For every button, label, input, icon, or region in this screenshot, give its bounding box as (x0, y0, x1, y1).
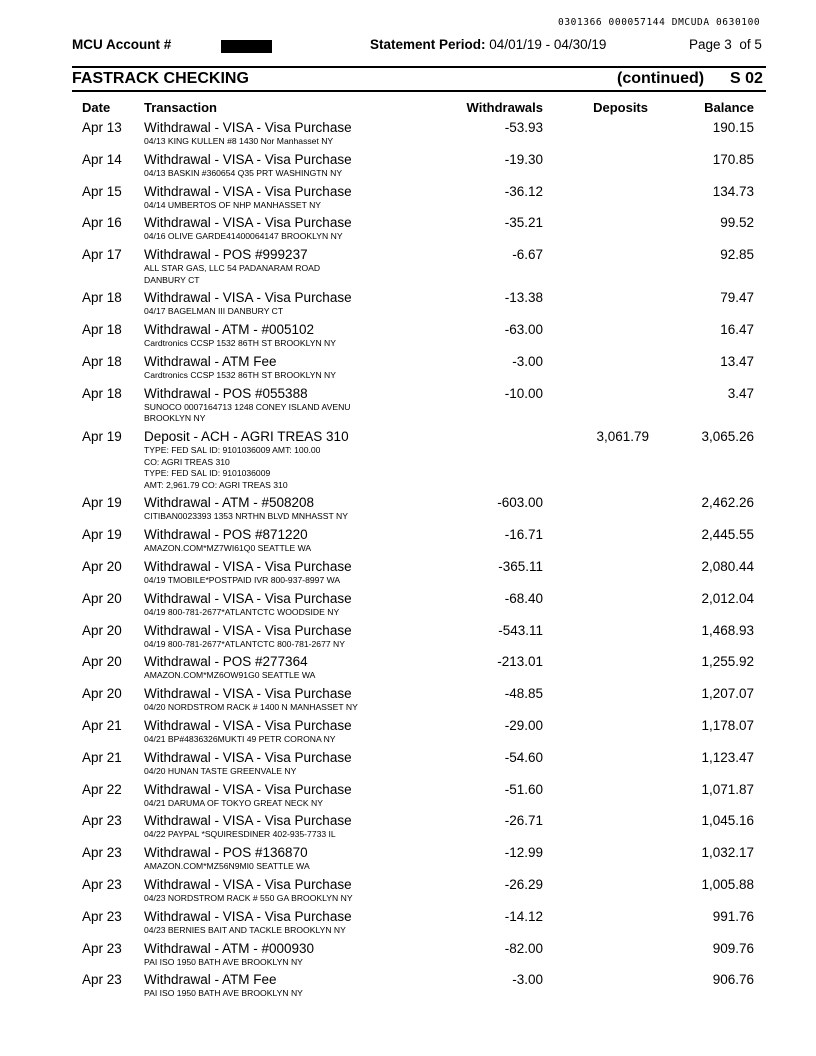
row-date: Apr 23 (82, 908, 122, 924)
row-description: Withdrawal - VISA - Visa Purchase (144, 813, 352, 829)
table-row (0, 717, 816, 746)
row-date: Apr 19 (82, 527, 122, 543)
row-withdrawal: -543.11 (498, 622, 543, 638)
row-description: Withdrawal - VISA - Visa Purchase (144, 215, 352, 231)
table-row (0, 321, 816, 350)
row-detail-line: 04/20 NORDSTROM RACK # 1400 N MANHASSET NY (144, 702, 358, 713)
statement-period-label: Statement Period: (370, 37, 486, 52)
row-balance: 2,012.04 (701, 590, 754, 606)
row-balance: 170.85 (712, 151, 754, 167)
section-title: FASTRACK CHECKING (72, 70, 249, 87)
row-detail-line: 04/14 UMBERTOS OF NHP MANHASSET NY (144, 199, 322, 210)
table-row (0, 119, 816, 148)
statement-period (370, 37, 606, 52)
row-date: Apr 18 (82, 290, 122, 306)
row-balance: 2,445.55 (701, 527, 754, 543)
row-balance: 1,071.87 (701, 781, 754, 797)
row-transaction (144, 876, 464, 905)
row-description: Withdrawal - VISA - Visa Purchase (144, 120, 352, 135)
row-date: Apr 19 (82, 429, 122, 445)
table-row (0, 812, 816, 841)
row-detail-line: Cardtronics CCSP 1532 86TH ST BROOKLYN NY (144, 338, 336, 349)
table-row (0, 385, 816, 425)
row-description: Withdrawal - VISA - Visa Purchase (144, 183, 352, 199)
row-transaction (144, 428, 464, 491)
row-withdrawal: -16.71 (504, 527, 543, 543)
row-withdrawal: -10.00 (504, 385, 543, 401)
account-label: MCU Account # (72, 37, 172, 52)
row-date: Apr 19 (82, 495, 122, 511)
row-transaction (144, 183, 464, 212)
row-transaction (144, 246, 464, 286)
table-row (0, 214, 816, 243)
row-transaction (144, 622, 464, 651)
row-transaction (144, 590, 464, 619)
row-transaction (144, 971, 464, 1000)
row-date: Apr 17 (82, 247, 122, 263)
row-description: Withdrawal - POS #055388 (144, 385, 308, 401)
row-transaction (144, 749, 464, 778)
row-transaction (144, 812, 464, 841)
row-balance: 134.73 (712, 183, 754, 199)
row-withdrawal: -12.99 (504, 845, 543, 861)
row-balance: 190.15 (712, 120, 754, 135)
row-withdrawal: -13.38 (504, 290, 543, 306)
row-transaction (144, 558, 464, 587)
row-detail-line: PAI ISO 1950 BATH AVE BROOKLYN NY (144, 988, 303, 999)
row-description: Withdrawal - ATM Fee (144, 354, 277, 370)
row-date: Apr 18 (82, 354, 122, 370)
row-balance: 1,123.47 (701, 749, 754, 765)
table-row (0, 183, 816, 212)
row-date: Apr 20 (82, 622, 122, 638)
row-detail-line: 04/19 800-781-2677*ATLANTCTC WOODSIDE NY (144, 606, 340, 617)
row-transaction (144, 151, 464, 180)
row-balance: 16.47 (720, 322, 754, 338)
row-description: Withdrawal - ATM - #508208 (144, 495, 315, 511)
col-withdrawals-header: Withdrawals (466, 100, 543, 115)
row-transaction (144, 289, 464, 318)
row-description: Withdrawal - POS #136870 (144, 845, 308, 861)
row-description: Withdrawal - POS #999237 (144, 247, 308, 263)
table-row (0, 685, 816, 714)
row-detail-line: 04/23 NORDSTROM RACK # 550 GA BROOKLYN NY (144, 893, 353, 904)
row-date: Apr 21 (82, 749, 122, 765)
row-balance: 3.47 (727, 385, 754, 401)
row-withdrawal: -54.60 (504, 749, 543, 765)
section-code: S 02 (730, 70, 763, 87)
row-detail-line: PAI ISO 1950 BATH AVE BROOKLYN NY (144, 956, 303, 967)
row-balance: 13.47 (720, 354, 754, 370)
row-balance: 2,462.26 (701, 495, 754, 511)
row-withdrawal: -6.67 (512, 247, 543, 263)
row-detail-line: 04/19 TMOBILE*POSTPAID IVR 800-937-8997 WA (144, 575, 341, 586)
row-balance: 1,255.92 (701, 654, 754, 670)
row-detail-line: Cardtronics CCSP 1532 86TH ST BROOKLYN NY (144, 370, 336, 381)
row-withdrawal: -82.00 (504, 940, 543, 956)
row-withdrawal: -51.60 (504, 781, 543, 797)
col-balance-header: Balance (704, 100, 754, 115)
row-transaction (144, 653, 464, 682)
table-row (0, 749, 816, 778)
row-date: Apr 23 (82, 972, 122, 988)
row-balance: 79.47 (720, 290, 754, 306)
row-detail-line: BROOKLYN NY (144, 413, 206, 424)
row-detail-line: DANBURY CT (144, 274, 200, 285)
row-date: Apr 23 (82, 940, 122, 956)
row-description: Withdrawal - VISA - Visa Purchase (144, 559, 352, 575)
row-balance: 99.52 (720, 215, 754, 231)
row-withdrawal: -29.00 (504, 718, 543, 734)
row-detail-line: 04/21 DARUMA OF TOKYO GREAT NECK NY (144, 797, 323, 808)
row-withdrawal: -26.29 (504, 877, 543, 893)
row-detail-line: 04/13 BASKIN #360654 Q35 PRT WASHINGTN NY (144, 167, 343, 178)
row-description: Withdrawal - VISA - Visa Purchase (144, 590, 352, 606)
row-transaction (144, 685, 464, 714)
row-date: Apr 13 (82, 120, 122, 135)
row-withdrawal: -14.12 (504, 908, 543, 924)
row-withdrawal: -26.71 (504, 813, 543, 829)
column-headers (0, 100, 816, 118)
row-description: Withdrawal - VISA - Visa Purchase (144, 718, 352, 734)
row-description: Withdrawal - ATM - #005102 (144, 322, 315, 338)
row-balance: 991.76 (712, 908, 754, 924)
row-description: Withdrawal - VISA - Visa Purchase (144, 290, 352, 306)
row-date: Apr 20 (82, 590, 122, 606)
page-current: Page 3 (689, 37, 732, 52)
row-withdrawal: -3.00 (512, 972, 543, 988)
page-total: of 5 (739, 37, 762, 52)
table-row (0, 428, 816, 491)
table-row (0, 971, 816, 1000)
row-detail-line: 04/17 BAGELMAN III DANBURY CT (144, 306, 284, 317)
col-date-header: Date (82, 100, 111, 115)
row-transaction (144, 214, 464, 243)
row-withdrawal: -48.85 (504, 686, 543, 702)
row-detail-line: 04/13 KING KULLEN #8 1430 Nor Manhasset NY (144, 136, 334, 146)
header-divider (72, 66, 766, 68)
row-withdrawal: -3.00 (512, 354, 543, 370)
table-row (0, 622, 816, 651)
row-detail-line: 04/21 BP#4836326MUKTI 49 PETR CORONA NY (144, 734, 336, 745)
row-description: Withdrawal - POS #871220 (144, 527, 308, 543)
row-deposit: 3,061.79 (596, 429, 649, 445)
row-transaction (144, 321, 464, 350)
row-transaction (144, 526, 464, 555)
row-description: Withdrawal - POS #277364 (144, 654, 308, 670)
row-date: Apr 23 (82, 845, 122, 861)
table-row (0, 781, 816, 810)
row-transaction (144, 844, 464, 873)
row-transaction (144, 119, 464, 148)
section-continued: (continued) (617, 70, 705, 87)
row-balance: 2,080.44 (701, 559, 754, 575)
row-transaction (144, 717, 464, 746)
row-transaction (144, 908, 464, 937)
row-date: Apr 18 (82, 322, 122, 338)
row-detail-line: AMT: 2,961.79 CO: AGRI TREAS 310 (144, 479, 288, 490)
row-balance: 1,178.07 (701, 718, 754, 734)
row-description: Withdrawal - VISA - Visa Purchase (144, 877, 352, 893)
row-description: Withdrawal - VISA - Visa Purchase (144, 686, 352, 702)
table-row (0, 246, 816, 286)
row-withdrawal: -19.30 (504, 151, 543, 167)
row-detail-line: 04/19 800-781-2677*ATLANTCTC 800-781-2677 NY (144, 638, 345, 649)
row-balance: 1,207.07 (701, 686, 754, 702)
table-row (0, 940, 816, 969)
row-detail-line: AMAZON.COM*MZ56N9MI0 SEATTLE WA (144, 861, 310, 872)
row-balance: 92.85 (720, 247, 754, 263)
transaction-table (0, 119, 816, 1003)
row-withdrawal: -36.12 (504, 183, 543, 199)
row-description: Deposit - ACH - AGRI TREAS 310 (144, 429, 349, 445)
row-withdrawal: -63.00 (504, 322, 543, 338)
row-transaction (144, 353, 464, 382)
row-balance: 1,032.17 (701, 845, 754, 861)
row-description: Withdrawal - VISA - Visa Purchase (144, 908, 352, 924)
row-balance: 1,045.16 (701, 813, 754, 829)
row-transaction (144, 940, 464, 969)
row-detail-line: 04/16 OLIVE GARDE41400064147 BROOKLYN NY (144, 231, 343, 242)
row-withdrawal: -603.00 (497, 495, 543, 511)
row-balance: 906.76 (712, 972, 754, 988)
row-date: Apr 22 (82, 781, 122, 797)
row-detail-line: ALL STAR GAS, LLC 54 PADANARAM ROAD (144, 263, 321, 274)
row-detail-line: 04/20 HUNAN TASTE GREENVALE NY (144, 765, 297, 776)
row-withdrawal: -68.40 (504, 590, 543, 606)
table-row (0, 494, 816, 523)
row-description: Withdrawal - VISA - Visa Purchase (144, 781, 352, 797)
row-detail-line: AMAZON.COM*MZ7WI61Q0 SEATTLE WA (144, 543, 312, 554)
redacted-account-number (221, 40, 272, 53)
col-transaction-header: Transaction (144, 100, 217, 115)
row-withdrawal: -35.21 (504, 215, 543, 231)
row-detail-line: 04/23 BERNIES BAIT AND TACKLE BROOKLYN NY (144, 924, 346, 935)
table-row (0, 526, 816, 555)
row-transaction (144, 781, 464, 810)
row-detail-line: SUNOCO 0007164713 1248 CONEY ISLAND AVENU (144, 401, 351, 412)
row-balance: 3,065.26 (701, 429, 754, 445)
row-withdrawal: -53.93 (504, 120, 543, 135)
table-row (0, 558, 816, 587)
row-detail-line: CO: AGRI TREAS 310 (144, 456, 230, 467)
table-row (0, 590, 816, 619)
table-row (0, 908, 816, 937)
section-divider (72, 90, 766, 92)
row-date: Apr 20 (82, 654, 122, 670)
row-description: Withdrawal - ATM - #000930 (144, 940, 315, 956)
row-detail-line: 04/22 PAYPAL *SQUIRESDINER 402-935-7733 IL (144, 829, 336, 840)
row-detail-line: TYPE: FED SAL ID: 9101036009 AMT: 100.00 (144, 445, 321, 456)
row-balance: 1,468.93 (701, 622, 754, 638)
table-row (0, 353, 816, 382)
row-date: Apr 15 (82, 183, 122, 199)
row-detail-line: CITIBAN0023393 1353 NRTHN BLVD MNHASST NY (144, 511, 348, 522)
row-detail-line: TYPE: FED SAL ID: 9101036009 (144, 468, 271, 479)
statement-period-value: 04/01/19 - 04/30/19 (489, 37, 607, 52)
row-date: Apr 18 (82, 385, 122, 401)
table-row (0, 876, 816, 905)
row-date: Apr 16 (82, 215, 122, 231)
row-balance: 909.76 (712, 940, 754, 956)
table-row (0, 151, 816, 180)
row-transaction (144, 385, 464, 425)
page-number (689, 37, 762, 52)
row-transaction (144, 494, 464, 523)
table-row (0, 844, 816, 873)
row-withdrawal: -365.11 (498, 559, 543, 575)
row-date: Apr 20 (82, 686, 122, 702)
row-date: Apr 23 (82, 877, 122, 893)
table-row (0, 653, 816, 682)
row-date: Apr 21 (82, 718, 122, 734)
row-date: Apr 20 (82, 559, 122, 575)
row-description: Withdrawal - VISA - Visa Purchase (144, 622, 352, 638)
row-balance: 1,005.88 (701, 877, 754, 893)
table-row (0, 289, 816, 318)
row-description: Withdrawal - VISA - Visa Purchase (144, 151, 352, 167)
row-date: Apr 14 (82, 151, 122, 167)
col-deposits-header: Deposits (593, 100, 648, 115)
row-date: Apr 23 (82, 813, 122, 829)
row-withdrawal: -213.01 (497, 654, 543, 670)
row-detail-line: AMAZON.COM*MZ6OW91G0 SEATTLE WA (144, 670, 316, 681)
ocr-scanline: 0301366 000057144 DMCUDA 0630100 (558, 17, 761, 28)
row-description: Withdrawal - ATM Fee (144, 972, 277, 988)
row-description: Withdrawal - VISA - Visa Purchase (144, 749, 352, 765)
